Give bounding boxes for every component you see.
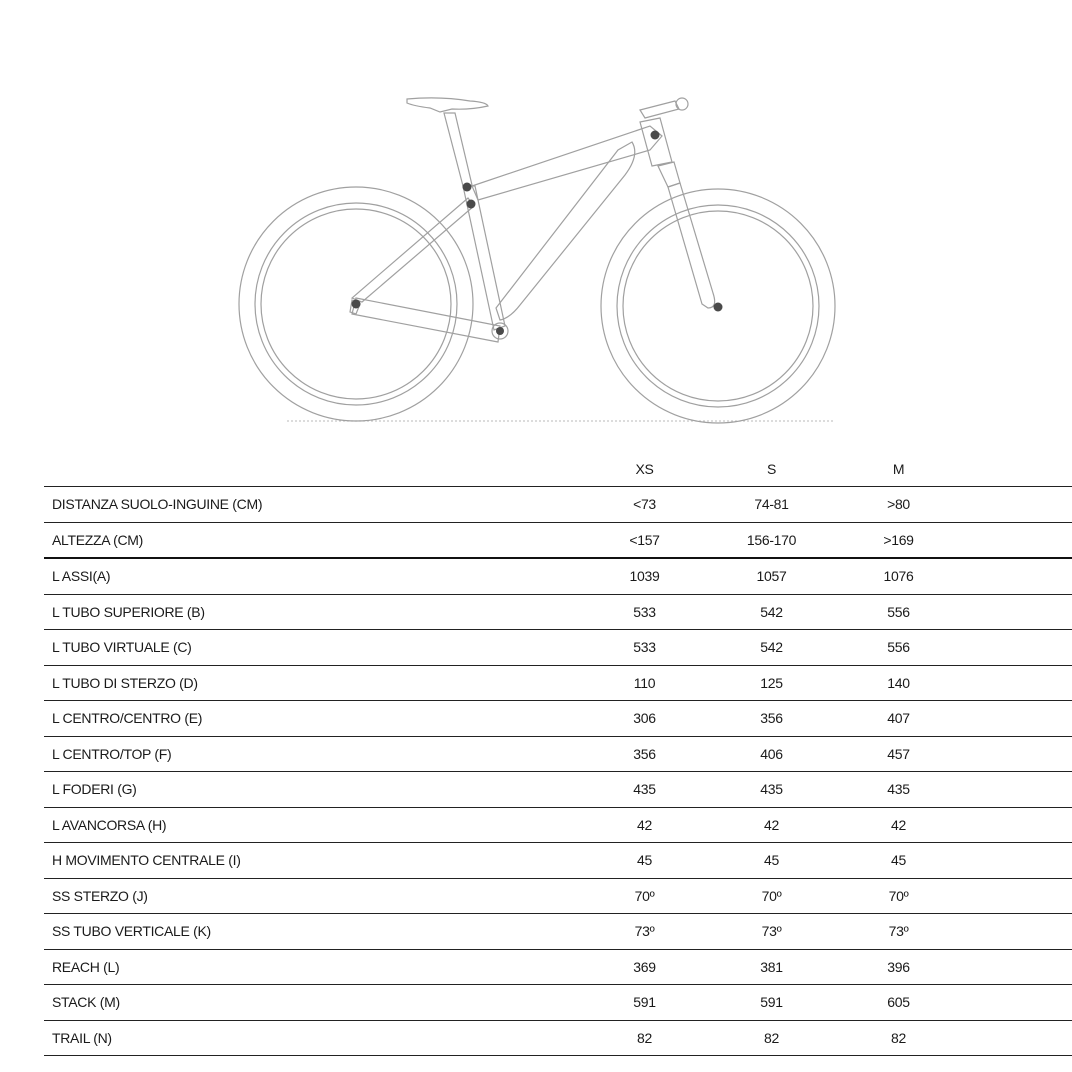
table-row bbox=[44, 736, 1072, 772]
row-label: TRAIL (N) bbox=[44, 1020, 581, 1056]
row-value-xs: 306 bbox=[581, 701, 708, 737]
row-value-xs: 82 bbox=[581, 1020, 708, 1056]
row-value-xs: 533 bbox=[581, 630, 708, 666]
saddle bbox=[407, 98, 488, 112]
row-value-xs: 356 bbox=[581, 736, 708, 772]
fork-leg bbox=[668, 183, 715, 308]
row-pad bbox=[962, 878, 1072, 914]
header-pad-cell bbox=[962, 452, 1072, 487]
marker-head-tube-top bbox=[651, 131, 660, 140]
row-label: ALTEZZA (CM) bbox=[44, 522, 581, 558]
row-value-m: 140 bbox=[835, 665, 962, 701]
row-pad bbox=[962, 701, 1072, 737]
row-value-xs: 369 bbox=[581, 949, 708, 985]
row-value-xs: 533 bbox=[581, 594, 708, 630]
table-row bbox=[44, 665, 1072, 701]
row-pad bbox=[962, 985, 1072, 1021]
table-row bbox=[44, 701, 1072, 737]
row-value-s: 42 bbox=[708, 807, 835, 843]
table-row bbox=[44, 630, 1072, 666]
row-label: SS STERZO (J) bbox=[44, 878, 581, 914]
top-tube bbox=[472, 126, 662, 200]
row-value-s: 356 bbox=[708, 701, 835, 737]
row-pad bbox=[962, 807, 1072, 843]
stem bbox=[640, 101, 679, 118]
row-value-xs: 591 bbox=[581, 985, 708, 1021]
row-value-s: 70º bbox=[708, 878, 835, 914]
row-value-s: 73º bbox=[708, 914, 835, 950]
row-value-xs: 70º bbox=[581, 878, 708, 914]
geometry-table bbox=[44, 452, 1072, 1056]
row-label: L AVANCORSA (H) bbox=[44, 807, 581, 843]
row-value-s: 542 bbox=[708, 630, 835, 666]
table-row bbox=[44, 1020, 1072, 1056]
table-row bbox=[44, 594, 1072, 630]
row-value-m: 605 bbox=[835, 985, 962, 1021]
row-value-m: 435 bbox=[835, 772, 962, 808]
table-row bbox=[44, 487, 1072, 523]
fork bbox=[658, 162, 680, 187]
down-tube bbox=[496, 142, 635, 320]
row-value-s: 74-81 bbox=[708, 487, 835, 523]
row-pad bbox=[962, 736, 1072, 772]
size-header-m: M bbox=[835, 452, 962, 487]
row-pad bbox=[962, 772, 1072, 808]
row-label: STACK (M) bbox=[44, 985, 581, 1021]
row-label: L TUBO SUPERIORE (B) bbox=[44, 594, 581, 630]
row-value-s: 406 bbox=[708, 736, 835, 772]
handlebar bbox=[676, 98, 688, 110]
row-value-m: >169 bbox=[835, 522, 962, 558]
table-row bbox=[44, 558, 1072, 594]
row-value-xs: 42 bbox=[581, 807, 708, 843]
row-label: L CENTRO/TOP (F) bbox=[44, 736, 581, 772]
marker-rear-axle bbox=[352, 300, 361, 309]
row-label: L TUBO DI STERZO (D) bbox=[44, 665, 581, 701]
row-pad bbox=[962, 558, 1072, 594]
row-pad bbox=[962, 665, 1072, 701]
header-label-cell bbox=[44, 452, 581, 487]
row-value-s: 381 bbox=[708, 949, 835, 985]
row-value-xs: <157 bbox=[581, 522, 708, 558]
row-value-s: 156-170 bbox=[708, 522, 835, 558]
seatpost bbox=[444, 113, 472, 186]
size-header-s: S bbox=[708, 452, 835, 487]
marker-seat-tube-top bbox=[463, 183, 472, 192]
row-label: SS TUBO VERTICALE (K) bbox=[44, 914, 581, 950]
marker-front-axle bbox=[714, 303, 723, 312]
row-value-m: 73º bbox=[835, 914, 962, 950]
row-pad bbox=[962, 522, 1072, 558]
table-row bbox=[44, 772, 1072, 808]
table-row bbox=[44, 843, 1072, 879]
row-value-m: 407 bbox=[835, 701, 962, 737]
row-value-m: 1076 bbox=[835, 558, 962, 594]
row-value-s: 125 bbox=[708, 665, 835, 701]
table-row bbox=[44, 985, 1072, 1021]
row-value-m: >80 bbox=[835, 487, 962, 523]
row-pad bbox=[962, 487, 1072, 523]
head-tube bbox=[640, 118, 672, 166]
row-value-xs: 435 bbox=[581, 772, 708, 808]
row-value-m: 556 bbox=[835, 594, 962, 630]
row-value-s: 435 bbox=[708, 772, 835, 808]
row-value-s: 45 bbox=[708, 843, 835, 879]
row-pad bbox=[962, 949, 1072, 985]
row-value-m: 70º bbox=[835, 878, 962, 914]
row-label: REACH (L) bbox=[44, 949, 581, 985]
row-label: H MOVIMENTO CENTRALE (I) bbox=[44, 843, 581, 879]
row-value-s: 542 bbox=[708, 594, 835, 630]
row-value-m: 82 bbox=[835, 1020, 962, 1056]
marker-bottom-bracket bbox=[496, 327, 504, 335]
table-row bbox=[44, 878, 1072, 914]
row-pad bbox=[962, 630, 1072, 666]
row-value-s: 1057 bbox=[708, 558, 835, 594]
table-row bbox=[44, 914, 1072, 950]
row-label: L TUBO VIRTUALE (C) bbox=[44, 630, 581, 666]
row-value-m: 396 bbox=[835, 949, 962, 985]
row-pad bbox=[962, 843, 1072, 879]
marker-seat-stay bbox=[467, 200, 476, 209]
row-value-xs: 1039 bbox=[581, 558, 708, 594]
row-value-m: 457 bbox=[835, 736, 962, 772]
row-value-xs: 45 bbox=[581, 843, 708, 879]
size-header-xs: XS bbox=[581, 452, 708, 487]
row-value-s: 591 bbox=[708, 985, 835, 1021]
row-value-m: 556 bbox=[835, 630, 962, 666]
table-row bbox=[44, 807, 1072, 843]
table-row bbox=[44, 522, 1072, 558]
row-pad bbox=[962, 594, 1072, 630]
row-pad bbox=[962, 1020, 1072, 1056]
row-label: L FODERI (G) bbox=[44, 772, 581, 808]
row-value-s: 82 bbox=[708, 1020, 835, 1056]
row-pad bbox=[962, 914, 1072, 950]
bike-geometry-diagram bbox=[0, 0, 1072, 440]
table-row bbox=[44, 949, 1072, 985]
row-value-xs: 110 bbox=[581, 665, 708, 701]
row-value-xs: <73 bbox=[581, 487, 708, 523]
row-label: L ASSI(A) bbox=[44, 558, 581, 594]
chain-stay bbox=[352, 298, 500, 342]
row-label: DISTANZA SUOLO-INGUINE (CM) bbox=[44, 487, 581, 523]
row-value-xs: 73º bbox=[581, 914, 708, 950]
row-value-m: 42 bbox=[835, 807, 962, 843]
table-header-row bbox=[44, 452, 1072, 487]
row-value-m: 45 bbox=[835, 843, 962, 879]
row-label: L CENTRO/CENTRO (E) bbox=[44, 701, 581, 737]
